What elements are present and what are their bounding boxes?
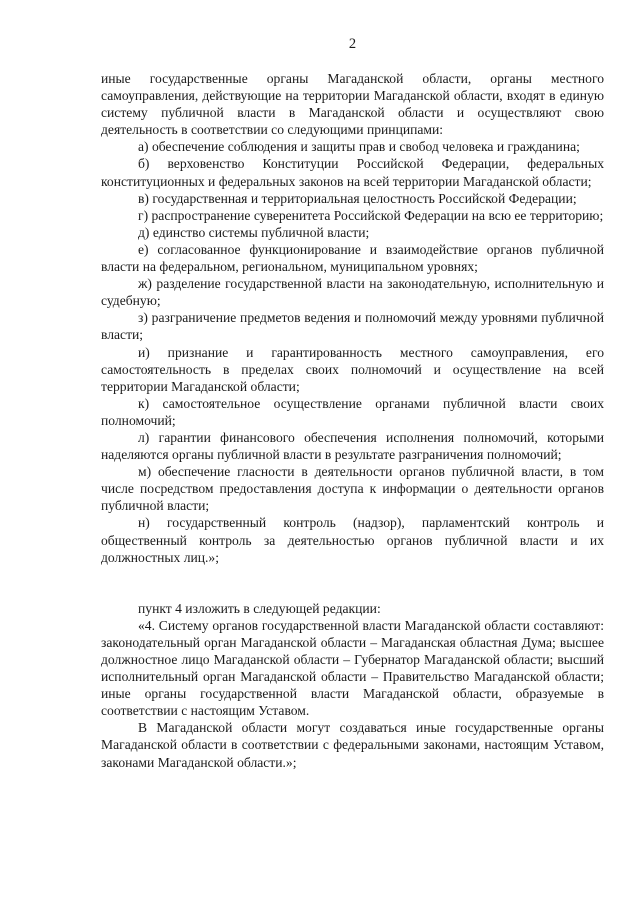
list-item-n: н) государственный контроль (надзор), парламентский контроль и общественный контроль за деятельностью органов публичной власти и их должностных лиц.»; [101,515,604,565]
paragraph-clause-4-text: «4. Систему органов государственной власти Магаданской области составляют: законодательный орган Магаданской области – Магаданская областная Дума; высшее должностное лицо Магаданской области – Губернатор Магаданской области; высший исполнительный орган Магаданской области – Правительство Магаданской области; иные органы государственной власти Магаданской области, образуемые в соответствии с настоящим Уставом. [101,617,604,719]
list-item-m: м) обеспечение гласности в деятельности органов публичной власти, в том числе посредством предоставления доступа к информации о деятельности органов публичной власти; [101,464,604,514]
document-body [101,70,604,771]
list-item-z: з) разграничение предметов ведения и полномочий между уровнями публичной власти; [101,310,604,343]
list-item-k: к) самостоятельное осуществление органами публичной власти своих полномочий; [101,395,604,428]
list-item-g: г) распространение суверенитета Российской Федерации на всю ее территорию; [138,207,604,223]
paragraph-clause-4-continuation: В Магаданской области могут создаваться иные государственные органы Магаданской области в соответствии с федеральными законами, настоящим Уставом, законами Магаданской области.»; [101,720,604,770]
list-item-l: л) гарантии финансового обеспечения исполнения полномочий, которыми наделяются органы публичной власти в результате разграничения полномочий; [101,429,604,463]
list-item-d: д) единство системы публичной власти; [138,224,370,240]
list-item-i: и) признание и гарантированность местного самоуправления, его самостоятельность в пределах своих полномочий и осуществление на всей территории Магаданской области; [101,344,604,394]
page-number: 2 [348,36,357,52]
paragraph-clause-4-intro: пункт 4 изложить в следующей редакции: [138,600,381,616]
list-item-e: е) согласованное функционирование и взаимодействие органов публичной власти на федеральном, региональном, муниципальном уровнях; [101,241,604,275]
list-item-v: в) государственная и территориальная целостность Российской Федерации; [138,190,577,206]
list-item-a: а) обеспечение соблюдения и защиты прав и свобод человека и гражданина; [138,139,580,155]
list-item-zh: ж) разделение государственной власти на законодательную, исполнительную и судебную; [101,276,604,309]
paragraph-intro: иные государственные органы Магаданской области, органы местного самоуправления, действующие на территории Магаданской области, входят в единую систему публичной власти в Магаданской области и осуществляют свою деятельность в соответствии со следующими принципами: [101,71,604,138]
list-item-b: б) верховенство Конституции Российской Федерации, федеральных конституционных и федеральных законов на всей территории Магаданской области; [101,156,604,189]
